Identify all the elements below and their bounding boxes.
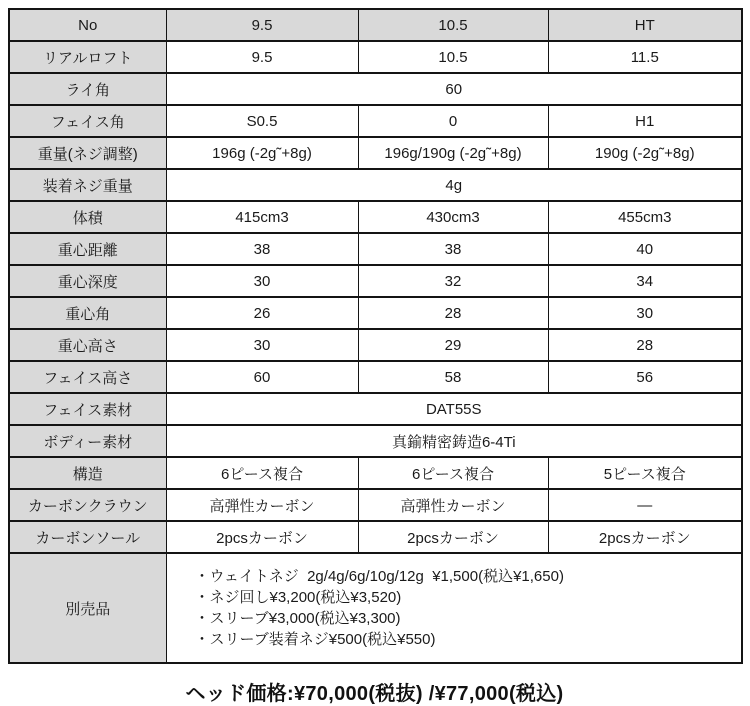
- accessory-line-screwdriver: ・ネジ回し¥3,200(税込¥3,520): [194, 589, 402, 606]
- spec-cell-span: 4g: [166, 169, 742, 201]
- spec-cell: 6ピース複合: [166, 457, 358, 489]
- spec-cell-span: 60: [166, 73, 742, 105]
- row-label: 重心角: [9, 297, 166, 329]
- spec-cell: 11.5: [548, 41, 742, 73]
- spec-cell: 38: [166, 233, 358, 265]
- spec-cell: 2pcsカーボン: [358, 521, 548, 553]
- spec-cell-span: 真鍮精密鋳造6-4Ti: [166, 425, 742, 457]
- accessories-cell: [166, 553, 742, 663]
- row-label: 体積: [9, 201, 166, 233]
- table-row-accessories: [9, 553, 742, 663]
- spec-cell: 38: [358, 233, 548, 265]
- table-row-volume: [9, 201, 742, 233]
- spec-cell: 28: [548, 329, 742, 361]
- table-row-screw-weight: [9, 169, 742, 201]
- spec-cell: 5ピース複合: [548, 457, 742, 489]
- row-label: 重心距離: [9, 233, 166, 265]
- spec-table: [8, 8, 743, 664]
- spec-cell: 9.5: [166, 41, 358, 73]
- row-label: フェイス素材: [9, 393, 166, 425]
- spec-cell: 32: [358, 265, 548, 297]
- table-row-lie-angle: [9, 73, 742, 105]
- table-row-face-height: [9, 361, 742, 393]
- spec-cell: 455cm3: [548, 201, 742, 233]
- spec-cell: 196g/190g (-2g˜+8g): [358, 137, 548, 169]
- accessory-line-sleeve-screw: ・スリーブ装着ネジ¥500(税込¥550): [194, 631, 436, 648]
- row-label: 重心深度: [9, 265, 166, 297]
- spec-cell: 高弾性カーボン: [166, 489, 358, 521]
- spec-cell: 2pcsカーボン: [548, 521, 742, 553]
- row-label: 重量(ネジ調整): [9, 137, 166, 169]
- table-row-cg-depth: [9, 265, 742, 297]
- spec-cell-span: DAT55S: [166, 393, 742, 425]
- column-header-95: 9.5: [166, 9, 358, 41]
- spec-cell: 430cm3: [358, 201, 548, 233]
- spec-cell: H1: [548, 105, 742, 137]
- spec-cell: 40: [548, 233, 742, 265]
- column-header-ht: HT: [548, 9, 742, 41]
- spec-cell: 26: [166, 297, 358, 329]
- table-row-cg-height: [9, 329, 742, 361]
- spec-cell: 10.5: [358, 41, 548, 73]
- spec-cell: ―: [548, 489, 742, 521]
- spec-cell: 30: [166, 329, 358, 361]
- row-label: リアルロフト: [9, 41, 166, 73]
- spec-cell: 28: [358, 297, 548, 329]
- row-label: カーボンクラウン: [9, 489, 166, 521]
- spec-cell: 高弾性カーボン: [358, 489, 548, 521]
- accessory-line-sleeve: ・スリーブ¥3,000(税込¥3,300): [194, 610, 401, 627]
- spec-cell: 196g (-2g˜+8g): [166, 137, 358, 169]
- row-label: フェイス角: [9, 105, 166, 137]
- row-label: カーボンソール: [9, 521, 166, 553]
- table-row-carbon-sole: [9, 521, 742, 553]
- spec-cell: 56: [548, 361, 742, 393]
- row-label: ライ角: [9, 73, 166, 105]
- spec-cell: 58: [358, 361, 548, 393]
- column-header-105: 10.5: [358, 9, 548, 41]
- table-row-weight: [9, 137, 742, 169]
- table-row-body-material: [9, 425, 742, 457]
- spec-cell: 30: [166, 265, 358, 297]
- table-row-structure: [9, 457, 742, 489]
- table-row-carbon-crown: [9, 489, 742, 521]
- table-row-cg-angle: [9, 297, 742, 329]
- spec-cell: 190g (-2g˜+8g): [548, 137, 742, 169]
- spec-cell: 34: [548, 265, 742, 297]
- table-row-real-loft: [9, 41, 742, 73]
- table-row-face-angle: [9, 105, 742, 137]
- row-label: 構造: [9, 457, 166, 489]
- spec-cell: 30: [548, 297, 742, 329]
- accessory-line-weight-screw: ・ウェイトネジ 2g/4g/6g/10g/12g ¥1,500(税込¥1,650): [194, 568, 564, 585]
- column-header-no: No: [9, 9, 166, 41]
- spec-cell: 0: [358, 105, 548, 137]
- row-label: 装着ネジ重量: [9, 169, 166, 201]
- row-label: フェイス高さ: [9, 361, 166, 393]
- table-row-cg-distance: [9, 233, 742, 265]
- spec-cell: 29: [358, 329, 548, 361]
- header-row: [9, 9, 742, 41]
- spec-cell: S0.5: [166, 105, 358, 137]
- row-label: 重心高さ: [9, 329, 166, 361]
- row-label: ボディー素材: [9, 425, 166, 457]
- table-row-face-material: [9, 393, 742, 425]
- head-price-label: ヘッド価格:¥70,000(税抜) /¥77,000(税込): [185, 683, 564, 705]
- spec-cell: 60: [166, 361, 358, 393]
- row-label: 別売品: [9, 553, 166, 663]
- spec-cell: 6ピース複合: [358, 457, 548, 489]
- spec-cell: 2pcsカーボン: [166, 521, 358, 553]
- spec-cell: 415cm3: [166, 201, 358, 233]
